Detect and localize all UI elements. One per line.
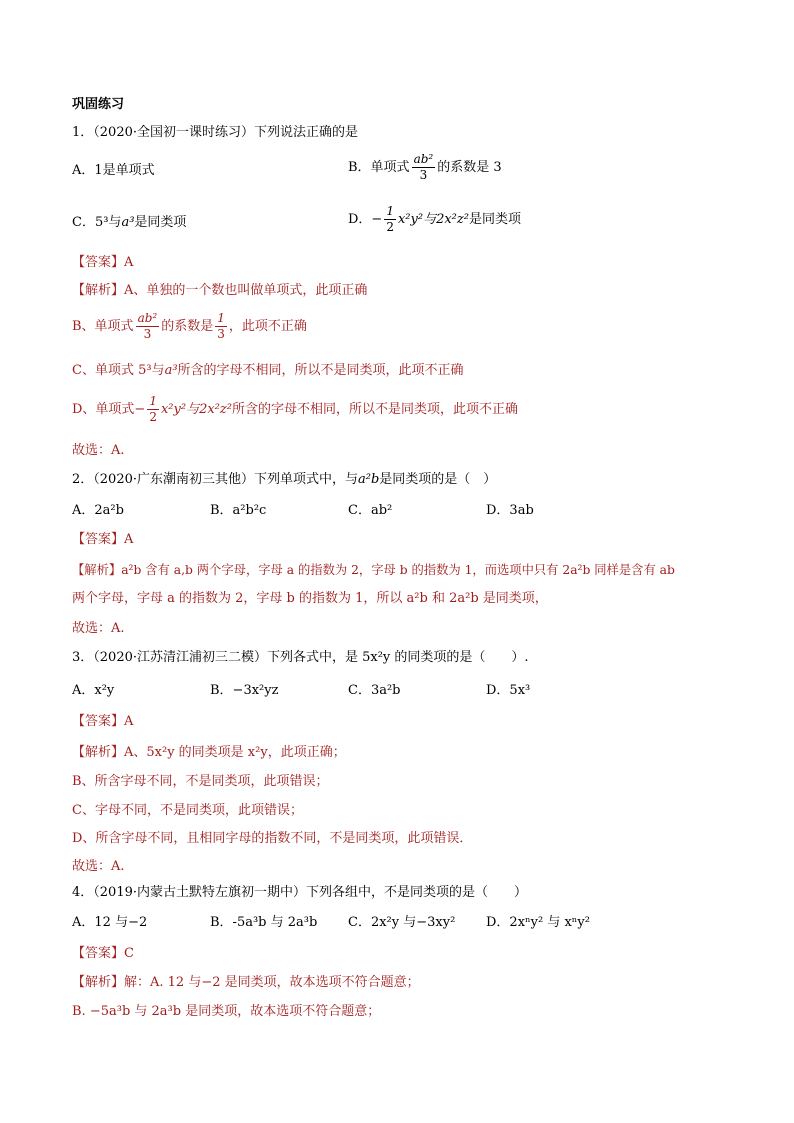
q1-choose: 故选：A. bbox=[72, 443, 125, 458]
q4-option-c: C．2x²y 与−3xy² bbox=[348, 915, 456, 930]
q4-option-d: D．2xⁿy² 与 xⁿy² bbox=[486, 915, 590, 930]
q3-analysis: 【解析】A、5x²y 的同类项是 x²y，此项正确； bbox=[72, 745, 346, 760]
q1-answer: 【答案】A bbox=[72, 255, 134, 270]
q1-option-b: B．单项式 $\frac{\text{ab²}}{3}$ 的系数是 3 bbox=[348, 152, 502, 182]
q3-option-a: A．x²y bbox=[72, 683, 115, 698]
q3-answer: 【答案】A bbox=[72, 714, 134, 729]
q3-stem: 3．（2020·江苏清江浦初三二模）下列各式中，是 5x²y 的同类项的是（ ）. bbox=[72, 650, 529, 665]
q2-stem: 2．（2020·广东潮南初三其他）下列单项式中，与a²b是同类项的是（ ） bbox=[72, 472, 497, 487]
q4-stem: 4．（2019·内蒙古土默特左旗初一期中）下列各组中，不是同类项的是（ ） bbox=[72, 885, 527, 900]
q4-answer: 【答案】C bbox=[72, 946, 134, 961]
q3-choose: 故选：A. bbox=[72, 859, 125, 874]
q1-option-a: A．1是单项式 bbox=[72, 163, 155, 178]
q1-analysis-d: D、单项式− $\frac{1}{2}$ x²y²与2x²z²所含的字母不相同，所以不是同类项，此项不正确 bbox=[72, 394, 518, 424]
q3-option-d: D．5x³ bbox=[486, 683, 531, 698]
q3-analysis-c: C、字母不同，不是同类项，此项错误； bbox=[72, 803, 303, 818]
q2-option-b: B．a²b²c bbox=[210, 503, 267, 518]
q2-option-c: C．ab² bbox=[348, 503, 393, 518]
q1-analysis-b: B、单项式 $\frac{\text{ab²}}{3}$ 的系数是 $\frac{1}{3}$ ，此项不正确 bbox=[72, 311, 307, 341]
q1-analysis-c: C、单项式 5³与a³所含的字母不相同，所以不是同类项，此项不正确 bbox=[72, 363, 464, 378]
q3-analysis-d: D、所含字母不同，且相同字母的指数不同，不是同类项，此项错误． bbox=[72, 831, 473, 846]
section-title: 巩固练习 bbox=[72, 97, 125, 112]
q3-option-c: C．3a²b bbox=[348, 683, 401, 698]
q3-option-b: B．−3x²yz bbox=[210, 683, 279, 698]
q1-analysis: 【解析】A、单独的一个数也叫做单项式，此项正确 bbox=[72, 283, 368, 298]
q2-answer: 【答案】A bbox=[72, 532, 134, 547]
q4-analysis-b: B. −5a³b 与 2a³b 是同类项，故本选项不符合题意； bbox=[72, 1004, 381, 1019]
q4-option-a: A．12 与−2 bbox=[72, 915, 148, 930]
q1-option-c: C．5³与a³是同类项 bbox=[72, 215, 187, 230]
q3-analysis-b: B、所含字母不同，不是同类项，此项错误； bbox=[72, 774, 329, 789]
q1-stem: 1．（2020·全国初一课时练习）下列说法正确的是 bbox=[72, 125, 358, 140]
q4-option-b: B．-5a³b 与 2a³b bbox=[210, 915, 318, 930]
q2-analysis-1: 【解析】a²b 含有 a,b 两个字母，字母 a 的指数为 2，字母 b 的指数为 1，而选项中只有 2a²b 同样是含有 ab bbox=[72, 563, 675, 577]
q2-option-a: A．2a²b bbox=[72, 503, 124, 518]
q2-option-d: D．3ab bbox=[486, 503, 534, 518]
q1-option-d: D．− $\frac{1}{2}$ x²y²与2x²z²是同类项 bbox=[348, 204, 521, 234]
q2-analysis-2: 两个字母，字母 a 的指数为 2，字母 b 的指数为 1，所以 a²b 和 2a²b 是同类项， bbox=[72, 591, 548, 606]
q2-choose: 故选：A. bbox=[72, 621, 125, 636]
q4-analysis: 【解析】解：A. 12 与−2 是同类项，故本选项不符合题意； bbox=[72, 975, 420, 990]
